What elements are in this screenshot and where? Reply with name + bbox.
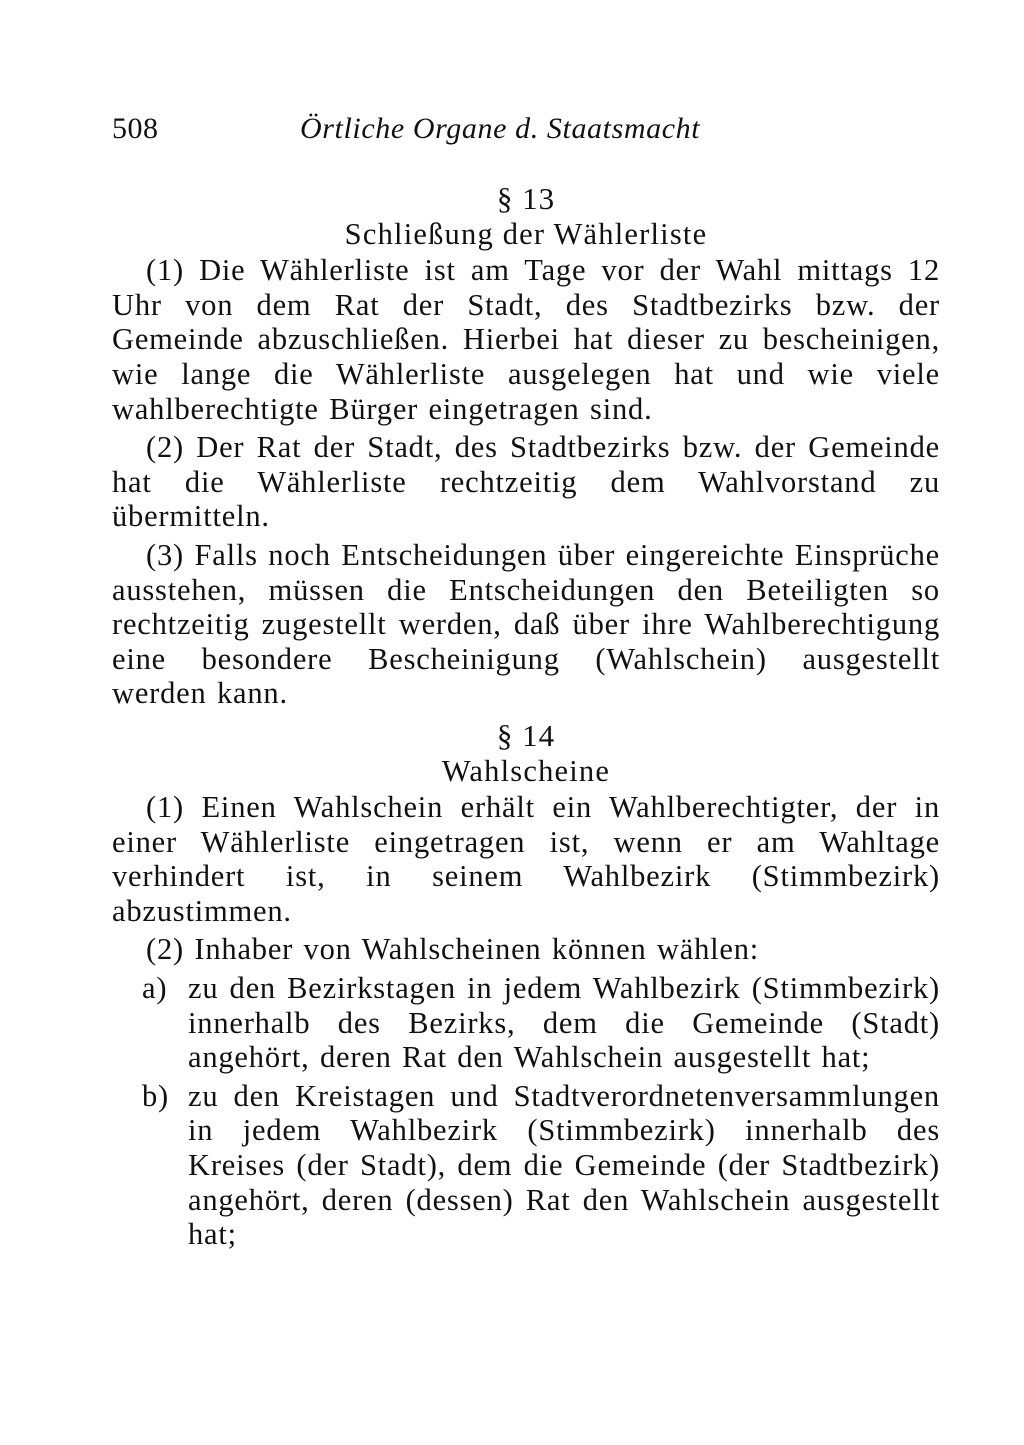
list-item: [112, 1079, 940, 1252]
list-label: a): [142, 971, 168, 1006]
running-head: [112, 112, 940, 152]
section-mark: § 14: [496, 717, 556, 753]
list-item: [112, 971, 940, 1075]
paragraph: (1) Einen Wahlschein erhält ein Wahlberechtigter, der in einer Wählerliste eingetragen ist, wenn er am Wahltage verhindert ist, in seinem Wahlbezirk (Stimmbezirk) abzustimmen.: [112, 790, 940, 928]
paragraph: (3) Falls noch Entscheidungen über eingereichte Einsprüche ausstehen, müssen die Entscheidungen den Beteiligten so rechtzeitig zugestellt werden, daß über ihre Wahlberechtigung eine besondere Bescheinigung (Wahlschein) ausgestellt werden kann.: [112, 537, 940, 711]
running-title: Örtliche Organe d. Staatsmacht: [300, 112, 701, 145]
section-title: Schließung der Wählerliste: [344, 216, 708, 251]
paragraph: (1) Die Wählerliste ist am Tage vor der Wahl mittags 12 Uhr von dem Rat der Stadt, des Stadtbezirks bzw. der Gemeinde abzuschließen. Hierbei hat dieser zu bescheinigen, wie lange die Wählerliste ausgelegen hat und wie viele wahlberechtigte Bürger eingetragen sind.: [112, 253, 940, 426]
list-label: b): [142, 1078, 170, 1113]
section-13: [112, 182, 940, 711]
paragraph: (2) Inhaber von Wahlscheinen können wählen:: [146, 932, 760, 967]
paragraph: (2) Der Rat der Stadt, des Stadtbezirks bzw. der Gemeinde hat die Wählerliste rechtzeitig dem Wahlvorstand zu übermitteln.: [112, 430, 940, 534]
section-title: Wahlscheine: [441, 753, 611, 788]
document-page: [112, 112, 940, 1256]
list-text: zu den Bezirkstagen in jedem Wahlbezirk (Stimmbezirk) innerhalb des Bezirks, dem die Gemeinde (Stadt) angehört, deren Rat den Wahlschein ausgestellt hat;: [188, 971, 940, 1075]
list-text: zu den Kreistagen und Stadtverordnetenversammlungen in jedem Wahlbezirk (Stimmbezirk) innerhalb des Kreises (der Stadt), dem die Gemeinde (der Stadtbezirk) angehört, deren (dessen) Rat den Wahlschein ausgestellt hat;: [188, 1078, 940, 1252]
section-14: [112, 719, 940, 1252]
section-mark: § 13: [496, 181, 556, 216]
page-number: 508: [112, 112, 159, 145]
